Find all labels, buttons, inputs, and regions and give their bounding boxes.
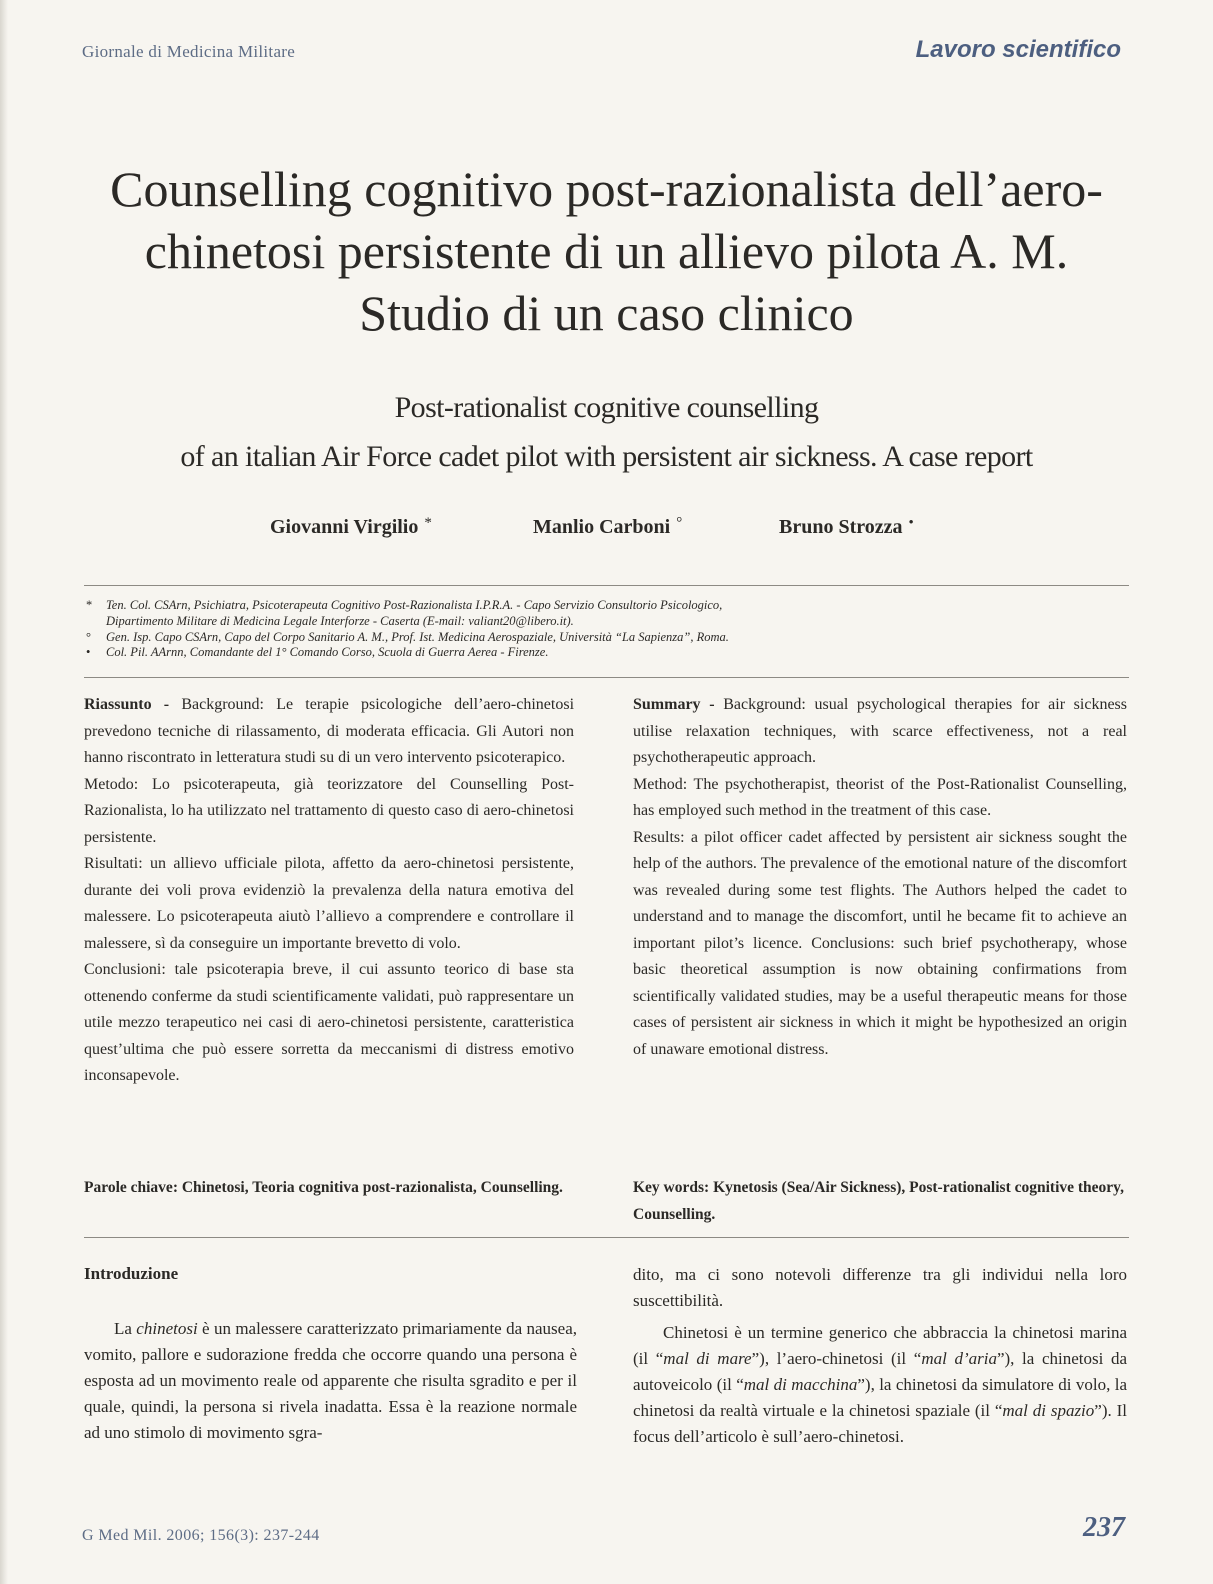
affiliation-mark: • — [86, 645, 91, 660]
body-paragraph: dito, ma ci sono notevoli differenze tra gli individui nella loro suscettibilità. — [633, 1265, 1127, 1310]
affiliation — [84, 630, 729, 646]
abstract-paragraph: Results: a pilot officer cadet affected by persistent air sickness sought the help of the authors. The prevalence of the emotional nature of the discomfort was revealed during some test flights. The Authors helped the cadet to understand and to manage the discomfort, until he became fit to achieve an important pilot’s licence. Conclusions: such brief psychotherapy, whose basic theoretical assumption is now obtaining confirmations from scientifically validated studies, may be a useful therapeutic means for those cases of persistent air sickness in which it might be hypothesized an origin of unaware emotional distress. — [633, 828, 1127, 1058]
author-mark: • — [908, 515, 914, 531]
affiliations — [84, 598, 729, 661]
author-name: Manlio Carboni — [533, 516, 671, 538]
body-text: è un malessere caratterizzato primariamente da nausea, vomito, pallore e sudorazione fredda che occorre quando una persona è esposta ad un movimento reale od apparente che risulta sgradito e per il quale, quindi, la persona si rivela inadatta. Essa è la reazione normale ad uno stimolo di movimento sgra- — [84, 1319, 577, 1442]
body-text: ”). Il focus dell’articolo è sull’aero-chinetosi. — [633, 1401, 1127, 1446]
divider — [84, 677, 1129, 678]
page-number: 237 — [1083, 1512, 1125, 1543]
affiliation-text: Ten. Col. CSArn, Psichiatra, Psicoterapeuta Cognitivo Post-Razionalista I.P.R.A. - Capo Servizio Consultorio Psicologico, — [106, 598, 723, 612]
section-heading: Introduzione — [84, 1264, 179, 1283]
abstract-label: Riassunto - — [84, 696, 170, 713]
divider — [84, 1237, 1129, 1238]
affiliation-mark: * — [86, 598, 93, 612]
citation-footer: G Med Mil. 2006; 156(3): 237-244 — [82, 1527, 320, 1544]
abstract-paragraph: Method: The psychotherapist, theorist of the Post-Rationalist Counselling, has employed such method in the treatment of this case. — [633, 775, 1127, 819]
english-title — [60, 383, 1153, 481]
affiliation-text: Dipartimento Militare di Medicina Legale Interforze - Caserta (E-mail: valiant20@libero.it). — [106, 613, 574, 628]
intro-right-column — [633, 1262, 1127, 1450]
title-line: chinetosi persistente di un allievo pilota A. M. — [144, 223, 1069, 279]
abstract-italian — [84, 692, 574, 1090]
article-title — [60, 158, 1153, 344]
abstract-paragraph: Background: usual psychological therapies for air sickness utilise relaxation techniques, with scarce effectiveness, not a real psychotherapeutic approach. — [633, 696, 1128, 766]
affiliation-mark: ° — [86, 629, 91, 644]
affiliation — [84, 645, 729, 661]
body-text: Chinetosi è un termine generico che abbraccia la chinetosi marina (il “ — [633, 1323, 1127, 1368]
body-emphasis: mal d’aria — [921, 1349, 997, 1368]
author — [533, 515, 682, 539]
body-text: La — [114, 1319, 137, 1338]
subtitle-line: of an italian Air Force cadet pilot with persistent air sickness. A case report — [180, 440, 1033, 473]
keywords-english: Key words: Kynetosis (Sea/Air Sickness), Post-rationalist cognitive theory, Counselling. — [633, 1179, 1124, 1223]
body-text: ”), la chinetosi da autoveicolo (il “ — [633, 1349, 1128, 1394]
journal-name: Giornale di Medicina Militare — [82, 42, 296, 61]
author — [270, 515, 432, 539]
abstract-paragraph: Background: Le terapie psicologiche dell’aero-chinetosi prevedono tecniche di rilassamento, di moderata efficacia. Gli Autori non hanno riscontrato in letteratura studi su di un vero intervento psicoterapico. — [84, 696, 575, 766]
title-line: Counselling cognitivo post-razionalista dell’aero- — [110, 161, 1103, 217]
body-emphasis: mal di macchina — [743, 1375, 858, 1394]
abstract-paragraph: Metodo: Lo psicoterapeuta, già teorizzatore del Counselling Post-Razionalista, lo ha utilizzato nel trattamento di questo caso di aero-chinetosi persistente. — [84, 775, 574, 846]
body-text: ”), l’aero-chinetosi (il “ — [751, 1349, 922, 1368]
author — [779, 515, 914, 539]
title-line: Studio di un caso clinico — [359, 285, 854, 341]
author-mark: * — [424, 515, 432, 531]
author-mark: ° — [676, 515, 683, 531]
affiliation — [84, 598, 729, 630]
body-text: ”), la chinetosi da simulatore di volo, la chinetosi da realtà virtuale e la chinetosi spaziale (il “ — [633, 1375, 1127, 1420]
abstract-english — [633, 692, 1127, 1063]
divider — [84, 585, 1129, 586]
section-label: Lavoro scientifico — [915, 36, 1121, 63]
affiliation-text: Gen. Isp. Capo CSArn, Capo del Corpo Sanitario A. M., Prof. Ist. Medicina Aerospaziale, Università “La Sapienza”, Roma. — [106, 629, 729, 644]
abstract-paragraph: Conclusioni: tale psicoterapia breve, il cui assunto teorico di base sta ottenendo conferme da studi scientificamente validati, può rappresentare un utile mezzo terapeutico nei casi di aero-chinetosi persistente, caratteristica quest’ultima che può essere sorretta da meccanismi di distress emotivo inconsapevole. — [84, 961, 574, 1084]
body-emphasis: mal di mare — [663, 1349, 752, 1368]
subtitle-line: Post-rationalist cognitive counselling — [394, 391, 819, 424]
author-name: Giovanni Virgilio — [270, 516, 419, 538]
intro-left-column — [84, 1316, 577, 1446]
author-name: Bruno Strozza — [779, 516, 903, 538]
abstract-paragraph: Risultati: un allievo ufficiale pilota, affetto da aero-chinetosi persistente, durante dei voli prova evidenziò la prevalenza della natura emotiva del malessere. Lo psicoterapeuta aiutò l’allievo a comprendere e controllare il malessere, sì da conseguire un importante brevetto di volo. — [84, 855, 574, 952]
page-edge-shadow — [0, 0, 8, 1584]
keywords-italian: Parole chiave: Chinetosi, Teoria cognitiva post-razionalista, Counselling. — [84, 1179, 563, 1196]
body-emphasis: mal di spazio — [1002, 1401, 1095, 1420]
body-emphasis: chinetosi — [136, 1319, 198, 1338]
affiliation-text: Col. Pil. AArnn, Comandante del 1° Comando Corso, Scuola di Guerra Aerea - Firenze. — [106, 645, 549, 660]
abstract-label: Summary - — [633, 696, 715, 713]
